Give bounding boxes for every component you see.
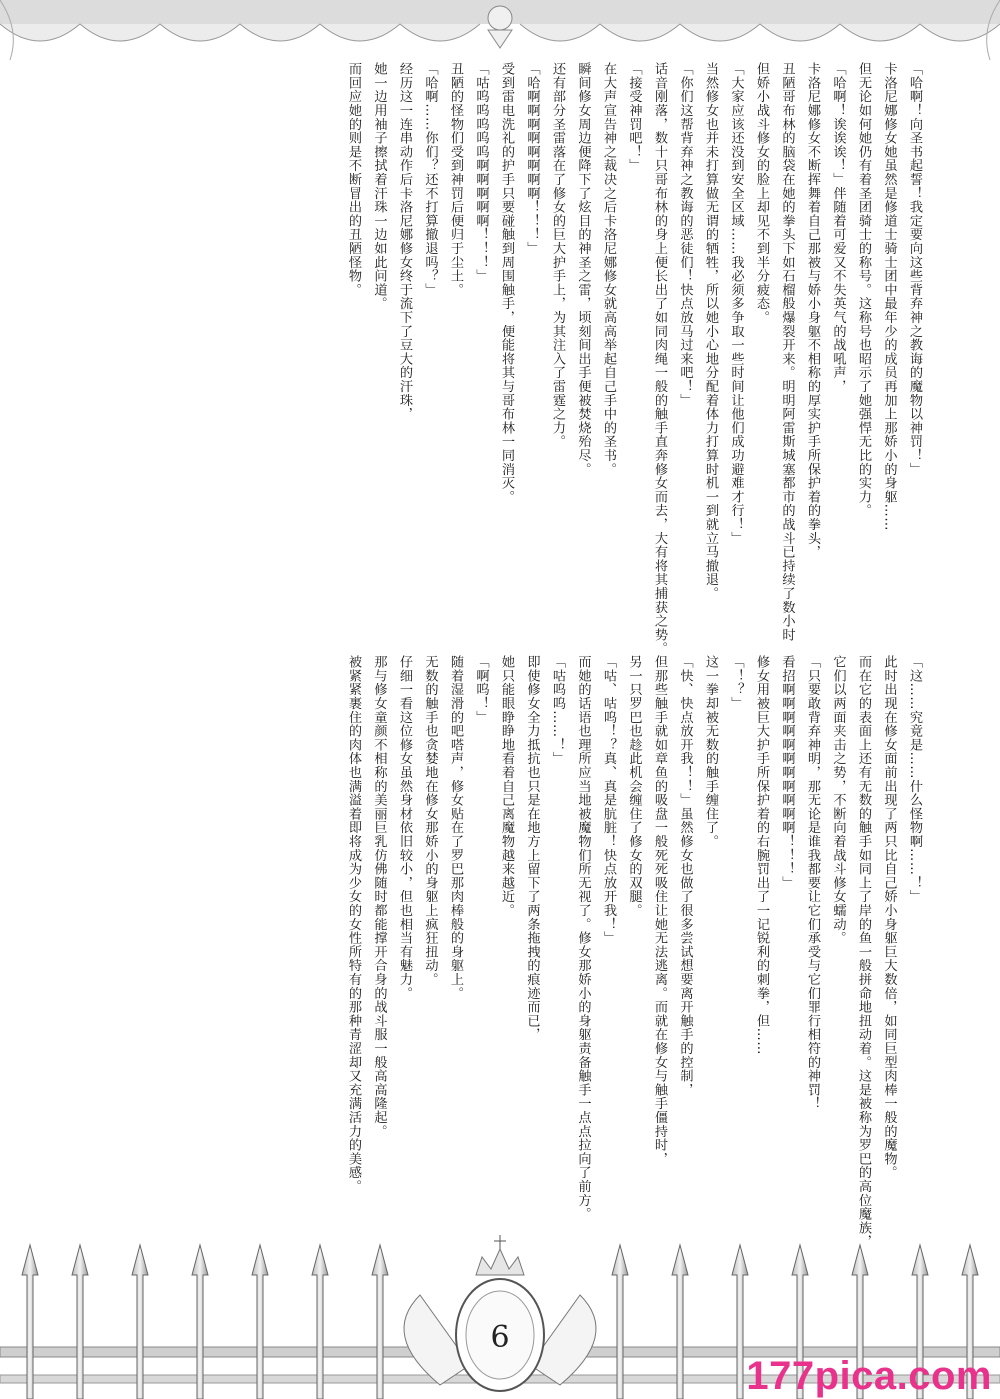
text-column: 在大声宣告神之裁决之后卡洛尼娜修女就高高举起自己手中的圣书。 [601, 62, 616, 476]
page-number: 6 [490, 1320, 510, 1355]
text-column: 仔细一看这位修女虽然身材依旧较小，但也相当有魅力。 [397, 655, 412, 1000]
text-column: 看招啊啊啊啊啊啊啊啊啊啊啊！！！」 [779, 655, 795, 890]
text-column: 卡洛尼娜修女不断挥舞着自己那被与娇小身躯不相称的厚实护手所保护着的拳头， [805, 62, 820, 559]
text-column: 随着湿滑的吧嗒声，修女贴在了罗巴那肉棒般的身躯上。 [448, 655, 463, 1000]
text-column: 卡洛尼娜修女她虽然是修道士骑士团中最年少的成员再加上那娇小的身躯…… [881, 62, 897, 532]
text-column: 即使修女全力抵抗也只是在地方上留下了两条拖拽的痕迹而已， [524, 655, 540, 1042]
text-column: 「接受神罚吧！」 [626, 62, 642, 173]
text-column: 但娇小战斗修女的脸上却见不到半分疲态。 [754, 62, 769, 325]
text-column: 「大家应该还没到安全区域……我必须多争取一些时间让他们成功避难才行！」 [728, 62, 744, 545]
text-column: 「只要敢背弃神明，那无论是谁我都要让它们承受与它们罪行相符的神罚！ [805, 655, 820, 1111]
text-column: 无数的触手也贪婪地在修女那娇小的身躯上疯狂扭动。 [422, 655, 438, 987]
text-column: 「啊呜！」 [473, 655, 489, 724]
text-column: 那与修女童颜不相称的美丽巨乳仿佛随时都能撑开合身的战斗服一般高高隆起。 [371, 655, 387, 1138]
text-column: 修女用被巨大护手所保护着的右腕罚出了一记锐利的刺拳，但…… [754, 655, 769, 1056]
text-column: 丑陋哥布林的脑袋在她的拳头下如石榴般爆裂开来。明明阿雷斯城塞都市的战斗已持续了数小时 [779, 62, 795, 642]
text-column: 「咕呜呜呜呜呜啊啊啊啊啊！！！」 [473, 62, 489, 283]
text-column: 她一边用袖子擦拭着汗珠一边如此问道。 [371, 62, 387, 311]
crown-ornament [488, 6, 512, 48]
text-column: 「哈啊！诶诶诶！」伴随着可爱又不失英气的战吼声， [830, 62, 846, 394]
emblem [404, 1235, 596, 1391]
curtain-ornament [0, 0, 1000, 60]
text-column: 受到雷电洗礼的护手只要碰触到周围触手，便能将其与哥布林一同消灭。 [499, 62, 514, 504]
text-column: 「快、快点放开我！！」虽然修女也做了很多尝试想要离开触手的控制， [677, 655, 693, 1097]
text-column: 但无论如何她仍有着圣团骑士的称号。这称号也昭示了她强悍无比的实力。 [856, 62, 871, 518]
text-column: 但那些触手就如章鱼的吸盘一般死死吸住让她无法逃离。而就在修女与触手僵持时， [652, 655, 667, 1166]
text-column: 「哈啊啊啊啊啊啊啊啊！！！」 [524, 62, 540, 256]
text-column: 「哈啊……你们？还不打算撤退吗？」 [422, 62, 438, 297]
text-column: 她只能眼睁睁地看着自己离魔物越来越近。 [499, 655, 514, 918]
text-column: 此时出现在修女面前出现了两只比自己娇小身躯巨大数倍，如同巨型肉棒一般的魔物。 [881, 655, 897, 1180]
text-column: 它们以两面夹击之势，不断向着战斗修女蠕动。 [830, 655, 846, 945]
text-column: 话音刚落，数十只哥布林的身上便长出了如同肉绳一般的触手直奔修女而去，大有将其捕获之势。 [652, 62, 667, 656]
text-column: 这一拳却被无数的触手缠住了。 [703, 655, 718, 849]
text-block-bottom [346, 655, 922, 1249]
text-column: 「！？」 [728, 655, 744, 711]
text-column: 「这……究竟是……什么怪物啊……！」 [907, 655, 922, 904]
text-column: 「哈啊！向圣书起誓！我定要向这些背弃神之教诲的魔物以神罚！」 [907, 62, 922, 476]
text-column: 经历这一连串动作后卡洛尼娜修女终于流下了豆大的汗珠， [397, 62, 412, 421]
text-column: 另一只罗巴也趁此机会缠住了修女的双腿。 [626, 655, 642, 918]
watermark: 177pica.com [746, 1354, 992, 1398]
text-column: 而在它的表面上还有无数的触手如同上了岸的鱼一般拼命地扭动着。这是被称为罗巴的高位魔族， [856, 655, 871, 1249]
text-column: 「咕呜呜……！」 [550, 655, 565, 766]
text-column: 瞬间修女周边便降下了炫目的神圣之雷，顷刻间出手便被焚烧殆尽。 [575, 62, 591, 476]
text-column: 丑陋的怪物们受到神罚后便归于尘土。 [448, 62, 463, 297]
text-column: 「咕、咕呜！？真、真是肮脏！快点放开我！」 [601, 655, 616, 945]
text-column: 被紧紧裹住的肉体也满溢着即将成为少女的女性所特有的那种青涩却又充满活力的美感。 [346, 655, 361, 1194]
text-block-top [346, 62, 922, 656]
text-column: 当然修女也并未打算做无谓的牺牲，所以她小心地分配着体力打算时机一到就立马撤退。 [703, 62, 718, 601]
text-column: 而她的话语也理所应当地被魔物们所无视了。修女那娇小的身躯责备触手一点点拉向了前方。 [575, 655, 591, 1221]
text-column: 而回应她的则是不断冒出的丑陋怪物。 [346, 62, 361, 297]
text-column: 「你们这帮背弃神之教诲的恶徒们！快点放马过来吧！」 [677, 62, 693, 407]
text-column: 还有部分圣雷落在了修女的巨大护手上，为其注入了雷霆之力。 [550, 62, 565, 449]
